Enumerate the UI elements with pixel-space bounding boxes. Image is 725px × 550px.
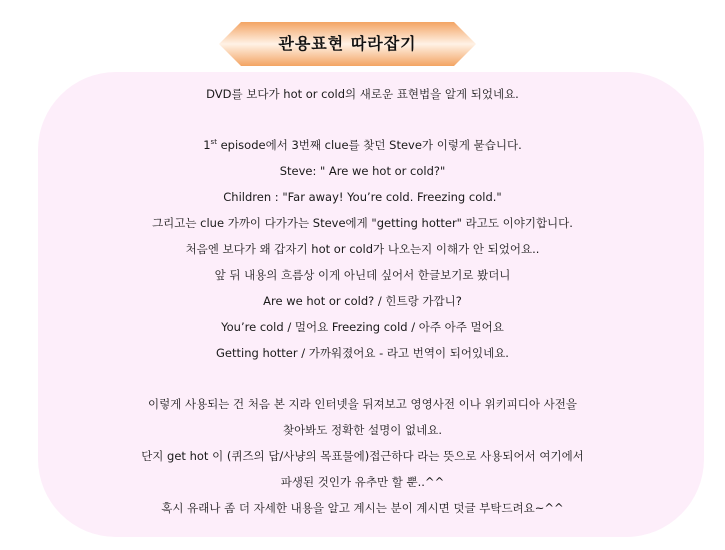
episode-line — [0, 137, 725, 153]
children-quote: Children : "Far away! You’re cold. Freezing cold." — [223, 190, 502, 204]
korean-subtitle-line: 앞 뒤 내용의 흐름상 이게 아닌데 싶어서 한글보기로 봤더니 — [214, 268, 511, 282]
steve-quote: Steve: " Are we hot or cold?" — [279, 164, 446, 178]
guess-line: 파생된 것인가 유추만 할 뿐..^^ — [280, 475, 445, 489]
intro-line: DVD를 보다가 hot or cold의 새로운 표현법을 알게 되었네요. — [206, 87, 519, 101]
episode-number: 1 — [203, 138, 211, 152]
ordinal-suffix: st — [210, 138, 217, 146]
confusion-line: 처음엔 보다가 왜 갑자기 hot or cold가 나오는지 이해가 안 되었어요.. — [185, 242, 540, 256]
title-banner — [219, 22, 476, 66]
meaning-line: 단지 get hot 이 (퀴즈의 답/사냥의 목표물에)접근하다 라는 뜻으로 사용되어서 여기에서 — [141, 449, 584, 463]
translation-line-2: You’re cold / 멀어요 Freezing cold / 아주 아주 멀어요 — [221, 320, 504, 334]
research-line: 이렇게 사용되는 건 처음 본 지라 인터넷을 뒤져보고 영영사전 이나 위키피디아 사전을 — [147, 397, 578, 411]
page-title: 관용표현 따라잡기 — [278, 34, 417, 53]
getting-hotter-line: 그리고는 clue 가까이 다가가는 Steve에게 "getting hotter" 라고도 이야기합니다. — [152, 216, 573, 230]
episode-text: episode에서 3번째 clue를 찾던 Steve가 이렇게 묻습니다. — [216, 138, 522, 152]
translation-line-1: Are we hot or cold? / 힌트랑 가깝니? — [263, 294, 462, 308]
translation-line-3: Getting hotter / 가까워졌어요 - 라고 번역이 되어있네요. — [216, 346, 509, 360]
no-explanation-line: 찾아봐도 정확한 설명이 없네요. — [282, 423, 443, 437]
request-line: 혹시 유래나 좀 더 자세한 내용을 알고 계시는 분이 계시면 덧글 부탁드려요~^^ — [161, 501, 564, 515]
